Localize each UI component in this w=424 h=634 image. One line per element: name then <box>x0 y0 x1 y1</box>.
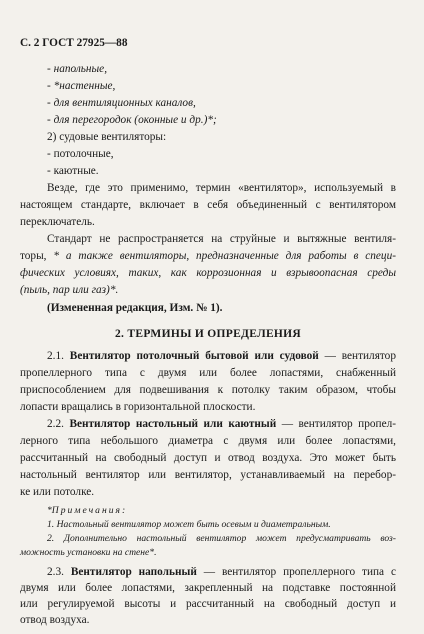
paragraph-line: Везде, где это применимо, термин «вентилятор», используемый в <box>47 182 396 194</box>
page-header: С. 2 ГОСТ 27925—88 <box>20 37 128 49</box>
paragraph-line: торы, * а также вентиляторы, предназначенные для работы в специ- <box>20 250 396 262</box>
paragraph-line: настольный вентилятор или вентилятор, устанавливаемый на перебор- <box>20 469 396 481</box>
term-2-2: 2.2. Вентилятор настольный или каютный — вентилятор пропел- <box>47 418 396 430</box>
paragraph-line: лопасти вращались в горизонтальной плоскости. <box>20 401 256 413</box>
note-item: 1. Настольный вентилятор может быть осевым и диаметральным. <box>47 519 331 530</box>
paragraph-line: ке или потолке. <box>20 486 95 498</box>
paragraph-line: отвод воздуха. <box>20 614 90 626</box>
amendment-note: (Измененная редакция, Изм. № 1). <box>47 302 223 314</box>
list-item-wall: - *настенные, <box>47 80 116 92</box>
list-item-partitions: - для перегородок (оконные и др.)*; <box>47 114 217 126</box>
note-item: 2. Дополнительно настольный вентилятор может предусматривать воз- <box>47 533 396 544</box>
paragraph-line: пропеллерного типа с двумя или более лопастями, снабженный <box>20 367 396 379</box>
paragraph-line: приспособлением для подвешивания к потолку таким образом, чтобы <box>20 384 396 396</box>
list-item-floor: - напольные, <box>47 63 108 75</box>
paragraph-line: настоящем стандарте, включает в себя объединенный с вентилятором <box>20 199 396 211</box>
paragraph-line: переключатель. <box>20 216 95 228</box>
list-item-ceiling: - потолочные, <box>47 148 114 160</box>
list-item-cabin: - каютные. <box>47 165 99 177</box>
paragraph-line: рассчитанный на свободный доступ и отвод воздуха. Это может быть <box>20 452 396 464</box>
term-2-1: 2.1. Вентилятор потолочный бытовой или судовой — вентилятор <box>47 350 396 362</box>
list-item-ducts: - для вентиляционных каналов, <box>47 97 196 109</box>
section-heading: 2. ТЕРМИНЫ И ОПРЕДЕЛЕНИЯ <box>114 328 302 340</box>
paragraph-line: Стандарт не распространяется на струйные и вытяжные вентиля- <box>47 233 396 245</box>
paragraph-line: (пыль, пар или газ)*. <box>20 284 119 296</box>
paragraph-line: или регулируемой высоты и рассчитанный на свободный доступ и <box>20 598 396 610</box>
paragraph-line: фических условиях, таких, как коррозионная и взрывоопасная среды <box>20 267 396 279</box>
paragraph-line: двумя или более лопастями, закрепленный на подставке постоянной <box>20 582 396 594</box>
paragraph-line: лерного типа небольшого диаметра с двумя или более лопастями, <box>20 435 396 447</box>
list-heading-marine: 2) судовые вентиляторы: <box>47 131 167 143</box>
note-heading: *Примечания: <box>47 505 126 516</box>
term-2-3: 2.3. Вентилятор напольный — вентилятор пропеллерного типа с <box>47 566 396 578</box>
note-item: можность установки на стене*. <box>20 547 157 558</box>
